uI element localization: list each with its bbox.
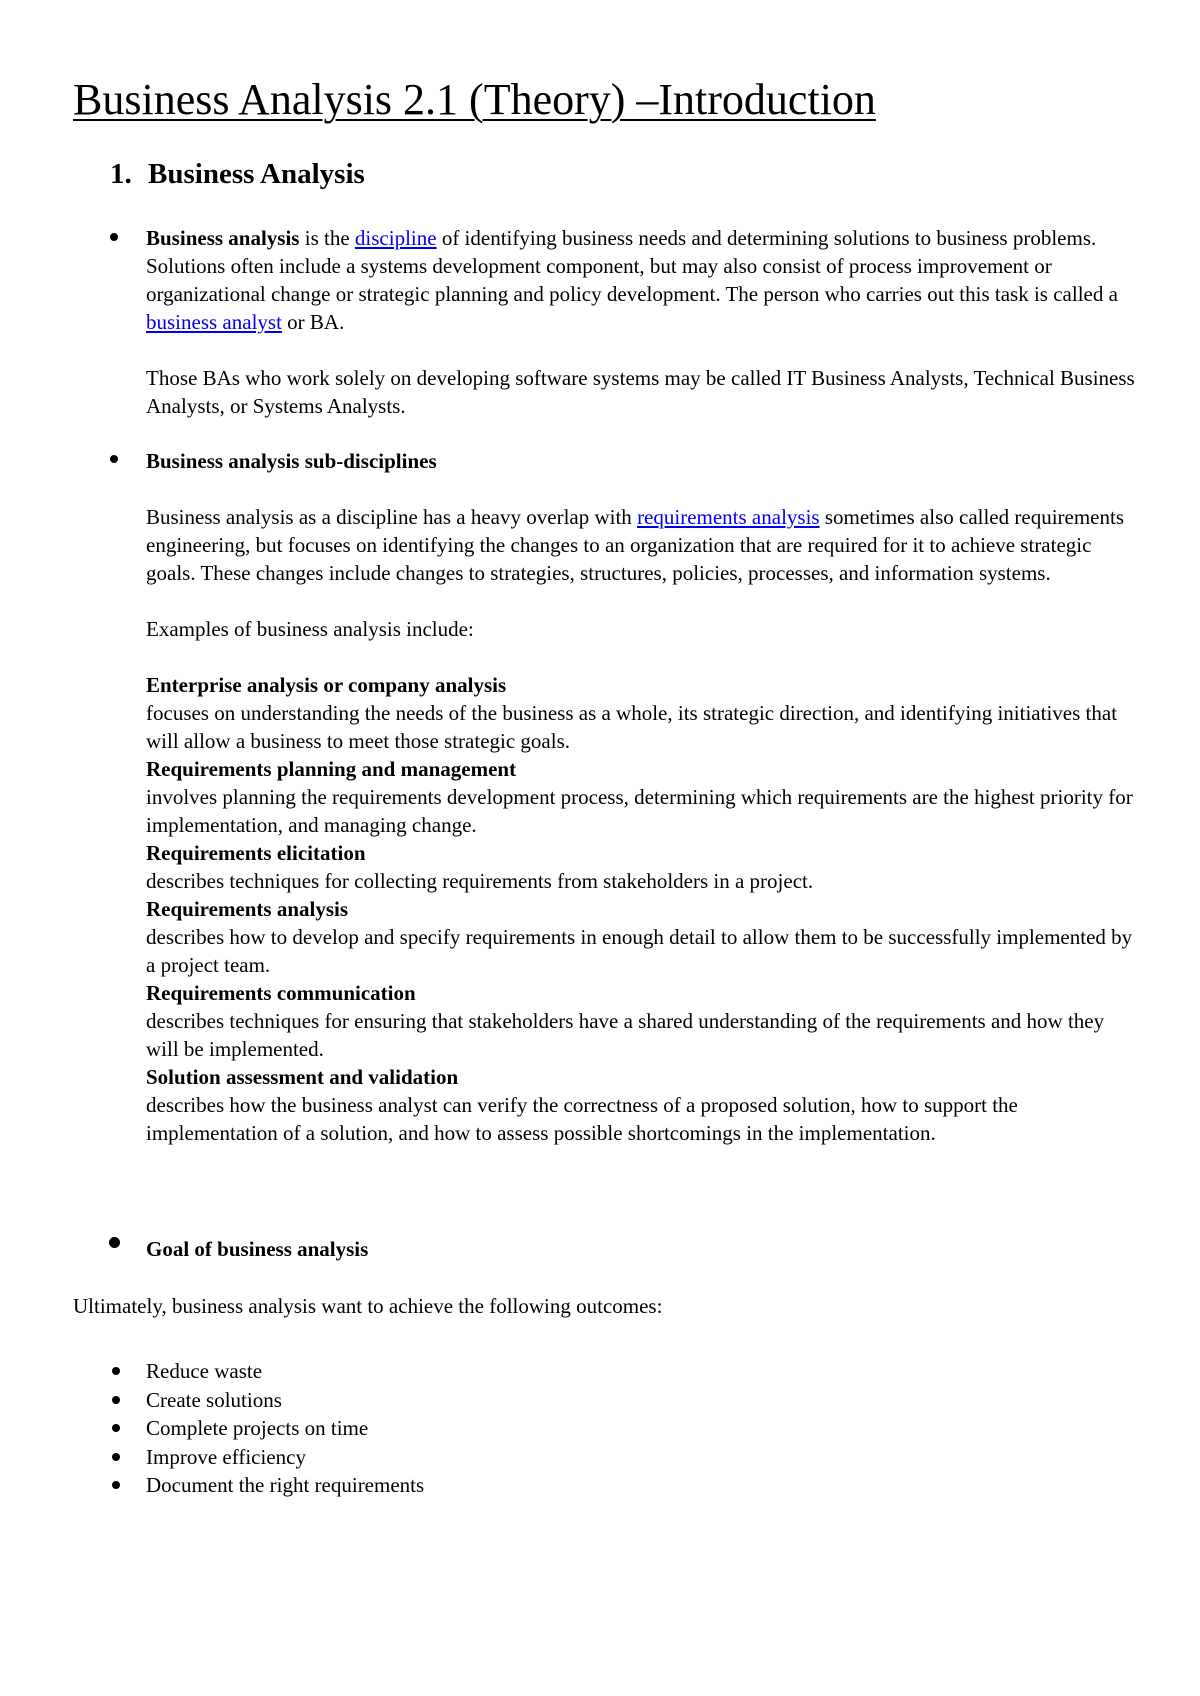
- example-term: Requirements communication: [146, 981, 416, 1005]
- outcome-text: Reduce waste: [146, 1359, 263, 1383]
- outcomes-intro: Ultimately, business analysis want to achieve the following outcomes:: [73, 1294, 663, 1318]
- requirements-analysis-link[interactable]: requirements analysis: [637, 505, 820, 529]
- list-item: [110, 1414, 424, 1443]
- bullet-icon: [112, 1367, 120, 1375]
- bullet-icon: [112, 1481, 120, 1489]
- example-term: Enterprise analysis or company analysis: [146, 673, 507, 697]
- example-term: Requirements elicitation: [146, 841, 366, 865]
- section-title: Business Analysis: [148, 158, 365, 190]
- bullet-icon: [112, 1424, 120, 1432]
- bullet-icon: [110, 233, 118, 241]
- example-description: describes how the business analyst can verify the correctness of a proposed solution, how to support the implementation of a solution, and how to assess possible shortcomings in the implementation.: [146, 1093, 1018, 1145]
- discipline-link[interactable]: discipline: [354, 226, 437, 250]
- business-analysis-definition: [146, 224, 1136, 420]
- example-term: Requirements planning and management: [146, 757, 517, 781]
- definition-text: is the: [299, 226, 355, 250]
- definition-paragraph: [146, 224, 1136, 336]
- business-analyst-link[interactable]: business analyst: [146, 310, 282, 334]
- definition-text: of identifying business needs and determining solutions to business problems. Solutions often include a systems development component, but may also consist of process improvement or organizational change or strategic planning and policy development. The person who carries out this task is called a: [146, 226, 1118, 306]
- goal-section: [146, 1235, 1136, 1263]
- bullet-icon: [110, 455, 118, 463]
- examples-list: [146, 671, 1136, 1147]
- sub-disciplines-heading: Business analysis sub-disciplines: [146, 449, 437, 473]
- overlap-text: Business analysis as a discipline has a heavy overlap with: [146, 505, 638, 529]
- examples-intro: Examples of business analysis include:: [146, 617, 474, 641]
- definition-text: or BA.: [281, 310, 345, 334]
- bullet-icon: [109, 1237, 120, 1248]
- it-business-analysts-paragraph: Those BAs who work solely on developing software systems may be called IT Business Analysts, Technical Business Analysts, or Systems Analysts.: [146, 366, 1135, 418]
- example-description: focuses on understanding the needs of the business as a whole, its strategic direction, and identifying initiatives that will allow a business to meet those strategic goals.: [146, 701, 1118, 753]
- outcome-text: Document the right requirements: [146, 1473, 425, 1497]
- example-description: describes how to develop and specify requirements in enough detail to allow them to be successfully implemented by a project team.: [146, 925, 1133, 977]
- example-description: describes techniques for ensuring that stakeholders have a shared understanding of the requirements and how they will be implemented.: [146, 1009, 1105, 1061]
- outcomes-list: [110, 1357, 424, 1500]
- example-description: describes techniques for collecting requirements from stakeholders in a project.: [146, 869, 814, 893]
- definition-term: Business analysis: [146, 226, 300, 250]
- outcome-text: Improve efficiency: [146, 1444, 306, 1469]
- list-item: [110, 1443, 424, 1472]
- bullet-icon: [112, 1453, 120, 1461]
- list-item: [110, 1357, 424, 1386]
- outcome-text: Create solutions: [146, 1387, 282, 1412]
- list-item: [110, 1471, 424, 1500]
- outcome-text: Complete projects on time: [146, 1416, 369, 1440]
- overlap-paragraph: [146, 503, 1136, 587]
- example-description: involves planning the requirements development process, determining which requirements are the highest priority for implementation, and managing change.: [146, 785, 1133, 837]
- sub-disciplines-section: [146, 447, 1136, 1147]
- document-title: Business Analysis 2.1 (Theory) –Introduction: [73, 75, 876, 124]
- overlap-text: sometimes also called requirements engineering, but focuses on identifying the changes to an organization that are required for it to achieve strategic goals. These changes include changes to strategies, structures, policies, processes, and information systems.: [146, 505, 1125, 585]
- section-number: 1.: [110, 158, 132, 190]
- example-term: Requirements analysis: [146, 897, 349, 921]
- section-heading: [110, 160, 365, 189]
- goal-heading: Goal of business analysis: [146, 1237, 369, 1261]
- bullet-icon: [112, 1396, 120, 1404]
- example-term: Solution assessment and validation: [146, 1065, 459, 1089]
- list-item: [110, 1386, 424, 1415]
